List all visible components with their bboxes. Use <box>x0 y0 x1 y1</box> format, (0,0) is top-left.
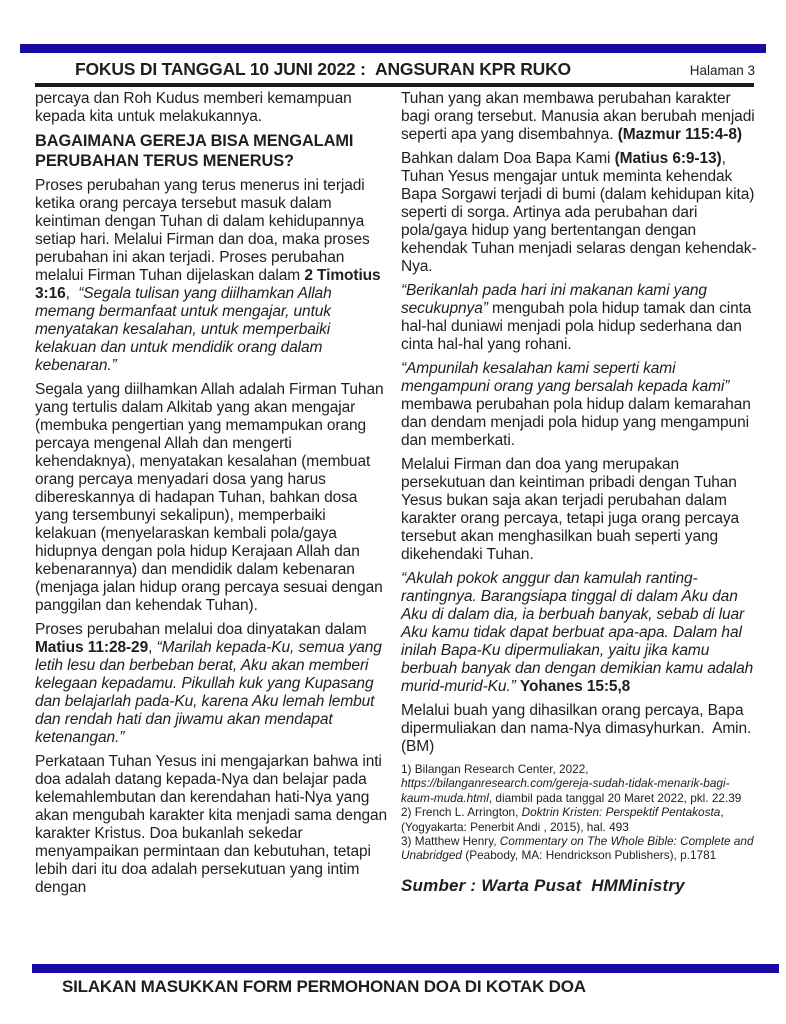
text-segment: Yohanes 15:5,8 <box>519 678 631 695</box>
paragraph <box>401 360 757 450</box>
paragraph <box>401 90 757 144</box>
section-heading <box>35 132 388 171</box>
text-segment: Doktrin Kristen: Perspektif Pentakosta <box>521 805 721 820</box>
text-segment: Melalui Firman dan doa yang merupakan persekutuan dan keintiman pribadi dengan Tuhan Yesus bukan saja akan terjadi perubahan dalam karakter orang percaya, tetapi juga orang percaya tersebut akan menghasilkan buah seperti yang dikehendaki Tuhan. <box>401 456 740 563</box>
paragraph <box>35 621 388 747</box>
footnote <box>401 834 757 863</box>
header-rule <box>35 83 754 87</box>
text-segment: Commentary on The Whole Bible: Complete and Unabridged <box>401 834 754 863</box>
text-segment: 2) French L. Arrington, <box>401 805 522 820</box>
text-segment: “Berikanlah pada hari ini makanan kami yang secukupnya” <box>401 282 707 317</box>
text-segment: BAGAIMANA GEREJA BISA MENGALAMI PERUBAHAN TERUS MENERUS? <box>35 132 354 170</box>
left-column <box>35 90 388 903</box>
text-segment: “Ampunilah kesalahan kami seperti kami mengampuni orang yang bersalah kepada kami” <box>401 360 730 395</box>
text-segment: Segala yang diilhamkan Allah adalah Firman Tuhan yang tertulis dalam Alkitab yang akan mengajar (membuka pengertian yang memampukan orang percaya mengenal Allah dan mengerti kehendaknya), menyatakan kesalahan (membuat orang percaya menyadari dosa yang harus dibereskannya di hadapan Tuhan, bahkan dosa yang tersembunyi sekalipun), memperbaiki kelakuan (menyelaraskan kembali pola/gaya hidupnya dengan pola hidup Kerajaan Allah dan kebenarannya) dan mendidik dalam kebenaran (menjaga jalan hidup orang percaya sesuai dengan panggilan dan kehendak Tuhan). <box>35 381 384 614</box>
text-segment: Perkataan Tuhan Yesus ini mengajarkan bahwa inti doa adalah datang kepada-Nya dan belajar pada kelemahlembutan dan kerendahan hati-Nya yang akan mengubah karakter kita menjadi sama dengan karakter Kristus. Doa bukanlah sekedar menyampaikan permintaan dan kebutuhan, tetapi lebih dari itu doa adalah persekutuan yang intim dengan <box>35 753 388 896</box>
paragraph <box>401 150 757 276</box>
text-segment: Melalui buah yang dihasilkan orang percaya, Bapa dipermuliakan dan nama-Nya dimasyhurkan. Amin. (BM) <box>401 702 752 755</box>
paragraph <box>35 753 388 897</box>
text-segment: “Marilah kepada-Ku, semua yang letih lesu dan berbeban berat, Aku akan memberi kelegaan kepadamu. Pikullah kuk yang Kupasang dan belajarlah pada-Ku, karena Aku lemah lembut dan rendah hati dan jiwamu akan mendapat ketenangan.” <box>35 639 382 746</box>
text-segment: Proses perubahan melalui doa dinyatakan dalam <box>35 621 367 638</box>
text-segment: 1) Bilangan Research Center, 2022, <box>401 762 589 776</box>
bottom-divider-bar <box>32 964 779 973</box>
right-column <box>401 90 757 903</box>
footnote <box>401 805 757 834</box>
text-segment: 2 Timotius 3:16 <box>35 267 381 302</box>
text-segment: Matius 11:28-29 <box>35 639 149 656</box>
text-segment: https://bilanganresearch.com/gereja-sudah-tidak-menarik-bagi-kaum-muda.html <box>401 776 730 805</box>
text-segment: 3) Matthew Henry, <box>401 834 500 849</box>
footnote <box>401 762 757 805</box>
paragraph <box>35 381 388 615</box>
text-segment: Tuhan yang akan membawa perubahan karakter bagi orang tersebut. Manusia akan berubah menjadi seperti apa yang disembahnya. <box>401 90 755 143</box>
text-segment: membawa perubahan pola hidup dalam kemarahan dan dendam menjadi pola hidup yang mengampuni dan memberkati. <box>401 396 751 449</box>
text-segment: (Peabody, MA: Hendrickson Publishers), p.1781 <box>462 848 717 863</box>
text-segment: Bahkan dalam Doa Bapa Kami <box>401 150 615 167</box>
text-segment: , diambil pada tanggal 20 Maret 2022, pkl. 22.39 <box>488 790 742 805</box>
paragraph <box>35 177 388 375</box>
article-body <box>35 90 757 903</box>
text-segment: “Segala tulisan yang diilhamkan Allah memang bermanfaat untuk mengajar, untuk menyatakan kesalahan, untuk memperbaiki kelakuan dan untuk mendidik orang dalam kebenaran.” <box>35 285 332 374</box>
paragraph <box>401 456 757 564</box>
text-segment: Sumber : Warta Pusat HMMinistry <box>401 875 685 895</box>
source-credit <box>401 876 757 896</box>
text-segment: , <box>65 285 79 302</box>
paragraph <box>401 282 757 354</box>
text-segment: (Matius 6:9-13) <box>614 150 722 167</box>
text-segment: , (Yogyakarta: Penerbit Andi , 2015), hal. 493 <box>401 805 724 834</box>
text-segment: “Akulah pokok anggur dan kamulah ranting-rantingnya. Barangsiapa tinggal di dalam Aku dan Aku di dalam dia, ia berbuah banyak, sebab di luar Aku kamu tidak dapat berbuat apa-apa. Dalam hal inilah Bapa-Ku dipermuliakan, yaitu jika kamu berbuah banyak dan dengan demikian kamu adalah murid-murid-Ku.” <box>401 570 754 695</box>
page-footer <box>62 977 586 997</box>
page-number-label: Halaman 3 <box>689 63 755 78</box>
text-segment: Proses perubahan yang terus menerus ini terjadi ketika orang percaya tersebut masuk dalam keintiman dengan Tuhan di dalam kehidupannya setiap hari. Melalui Firman dan doa, maka proses perubahan ini akan terjadi. Proses perubahan melalui Firman Tuhan dijelaskan dalam <box>35 177 370 284</box>
footer-notice: SILAKAN MASUKKAN FORM PERMOHONAN DOA DI KOTAK DOA <box>62 977 586 996</box>
paragraph <box>401 570 757 696</box>
page-header <box>35 55 755 82</box>
text-segment: percaya dan Roh Kudus memberi kemampuan kepada kita untuk melakukannya. <box>35 90 352 125</box>
text-segment: , Tuhan Yesus mengajar untuk meminta kehendak Bapa Sorgawi terjadi di bumi (dalam kehidupan kita) seperti di sorga. Artinya ada perubahan dari pola/gaya hidup yang bertentangan dengan kehendak Tuhan menjadi selaras dengan kehendak-Nya. <box>401 150 757 275</box>
header-title: FOKUS DI TANGGAL 10 JUNI 2022 : ANGSURAN KPR RUKO <box>75 59 571 79</box>
text-segment: (Mazmur 115:4-8) <box>617 126 742 143</box>
paragraph <box>401 702 757 756</box>
top-divider-bar <box>20 44 766 53</box>
paragraph <box>35 90 388 126</box>
text-segment: , <box>148 639 157 656</box>
text-segment: mengubah pola hidup tamak dan cinta hal-hal duniawi menjadi pola hidup sederhana dan cinta hal-hal yang rohani. <box>401 300 752 353</box>
